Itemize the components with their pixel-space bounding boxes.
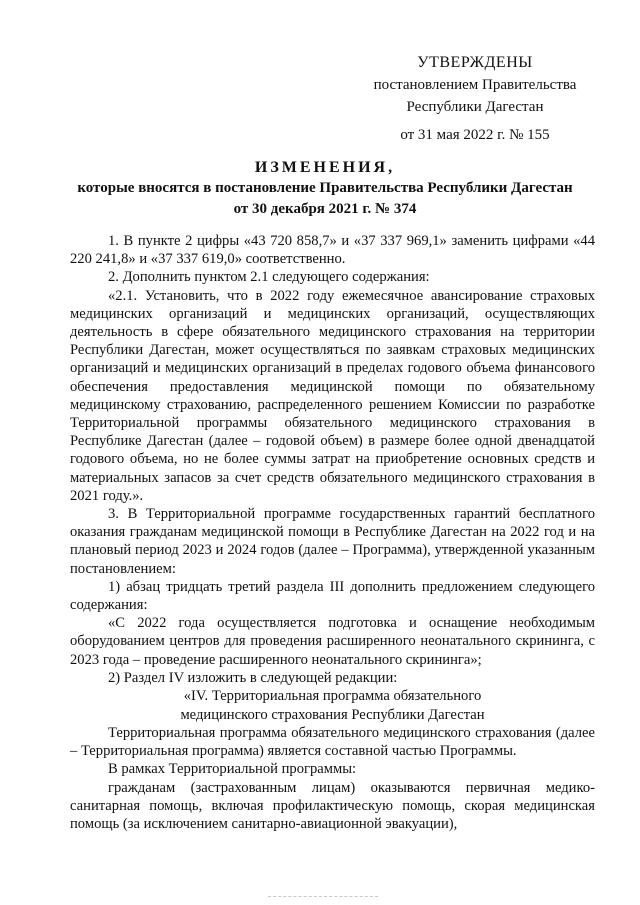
paragraph-5: 1) абзац тридцать третий раздела III дополнить предложением следующего содержания:: [70, 578, 595, 614]
paragraph-9: В рамках Территориальной программы:: [108, 761, 357, 778]
approval-line-1: постановлением Правительства: [373, 77, 577, 93]
paragraph-10: гражданам (застрахованным лицам) оказываются первичная медико-санитарная помощь, включая профилактическую помощь, скорая медицинская помощь (за исключением санитарно-авиационной эвакуации),: [70, 779, 595, 833]
approval-heading: УТВЕРЖДЕНЫ: [417, 54, 533, 71]
approval-date: от 31 мая 2022 г. № 155: [400, 127, 550, 143]
paragraph-8: Территориальная программа обязательного медицинского страхования (далее – Территориальная программа) является составной частью Программы.: [70, 725, 595, 760]
paragraph-6: «С 2022 года осуществляется подготовка и оснащение необходимым оборудованием центров для проведения расширенного неонатального скрининга, с 2023 года – проведение расширенного неонатального скрининга»;: [70, 615, 595, 668]
paragraph-4: 3. В Территориальной программе государственных гарантий бесплатного оказания гражданам медицинской помощи в Республике Дагестан на 2022 год и на плановый период 2023 и 2024 годов (далее – Программа), утвержденной указанным постановлением:: [70, 506, 595, 577]
paragraph-7: 2) Раздел IV изложить в следующей редакции:: [108, 669, 398, 686]
title-subtitle-2: от 30 декабря 2021 г. № 374: [233, 201, 417, 217]
section-title-line-2: медицинского страхования Республики Дагестан: [180, 706, 485, 723]
document-body: [70, 232, 595, 833]
paragraph-3: «2.1. Установить, что в 2022 году ежемесячное авансирование страховых медицинских организаций и медицинских организаций, осуществляющих деятельность в сфере обязательного медицинского страхования на территории Республики Дагестан, может осуществляться по заявкам страховых медицинских организаций и медицинских организаций в пределах годового объема финансового обеспечения предоставления медицинской помощи по обязательному медицинскому страхованию, распределенного решением Комиссии по разработке Территориальной программы обязательного медицинского страхования в Республике Дагестан (далее – годовой объем) в размере более одной двенадцатой годового объема, но не более суммы затрат на приобретение основных средств и материальных запасов за счет средств обязательного медицинского страхования в 2021 году.».: [70, 287, 595, 504]
approval-line-2: Республики Дагестан: [406, 99, 544, 115]
scan-artifact: [268, 896, 378, 899]
paragraph-2: 2. Дополнить пунктом 2.1 следующего содержания:: [108, 269, 430, 286]
paragraph-1: 1. В пункте 2 цифры «43 720 858,7» и «37 337 969,1» заменить цифрами «44 220 241,8» и «37 337 619,0» соответственно.: [70, 233, 595, 268]
approval-stamp: [360, 52, 590, 146]
section-title-line-1: «IV. Территориальная программа обязательного: [183, 688, 482, 705]
section-title: [70, 687, 595, 724]
title-subtitle-1: которые вносятся в постановление Правительства Республики Дагестан: [77, 180, 573, 196]
title-main: ИЗМЕНЕНИЯ,: [254, 159, 396, 176]
document-title: [60, 157, 590, 220]
